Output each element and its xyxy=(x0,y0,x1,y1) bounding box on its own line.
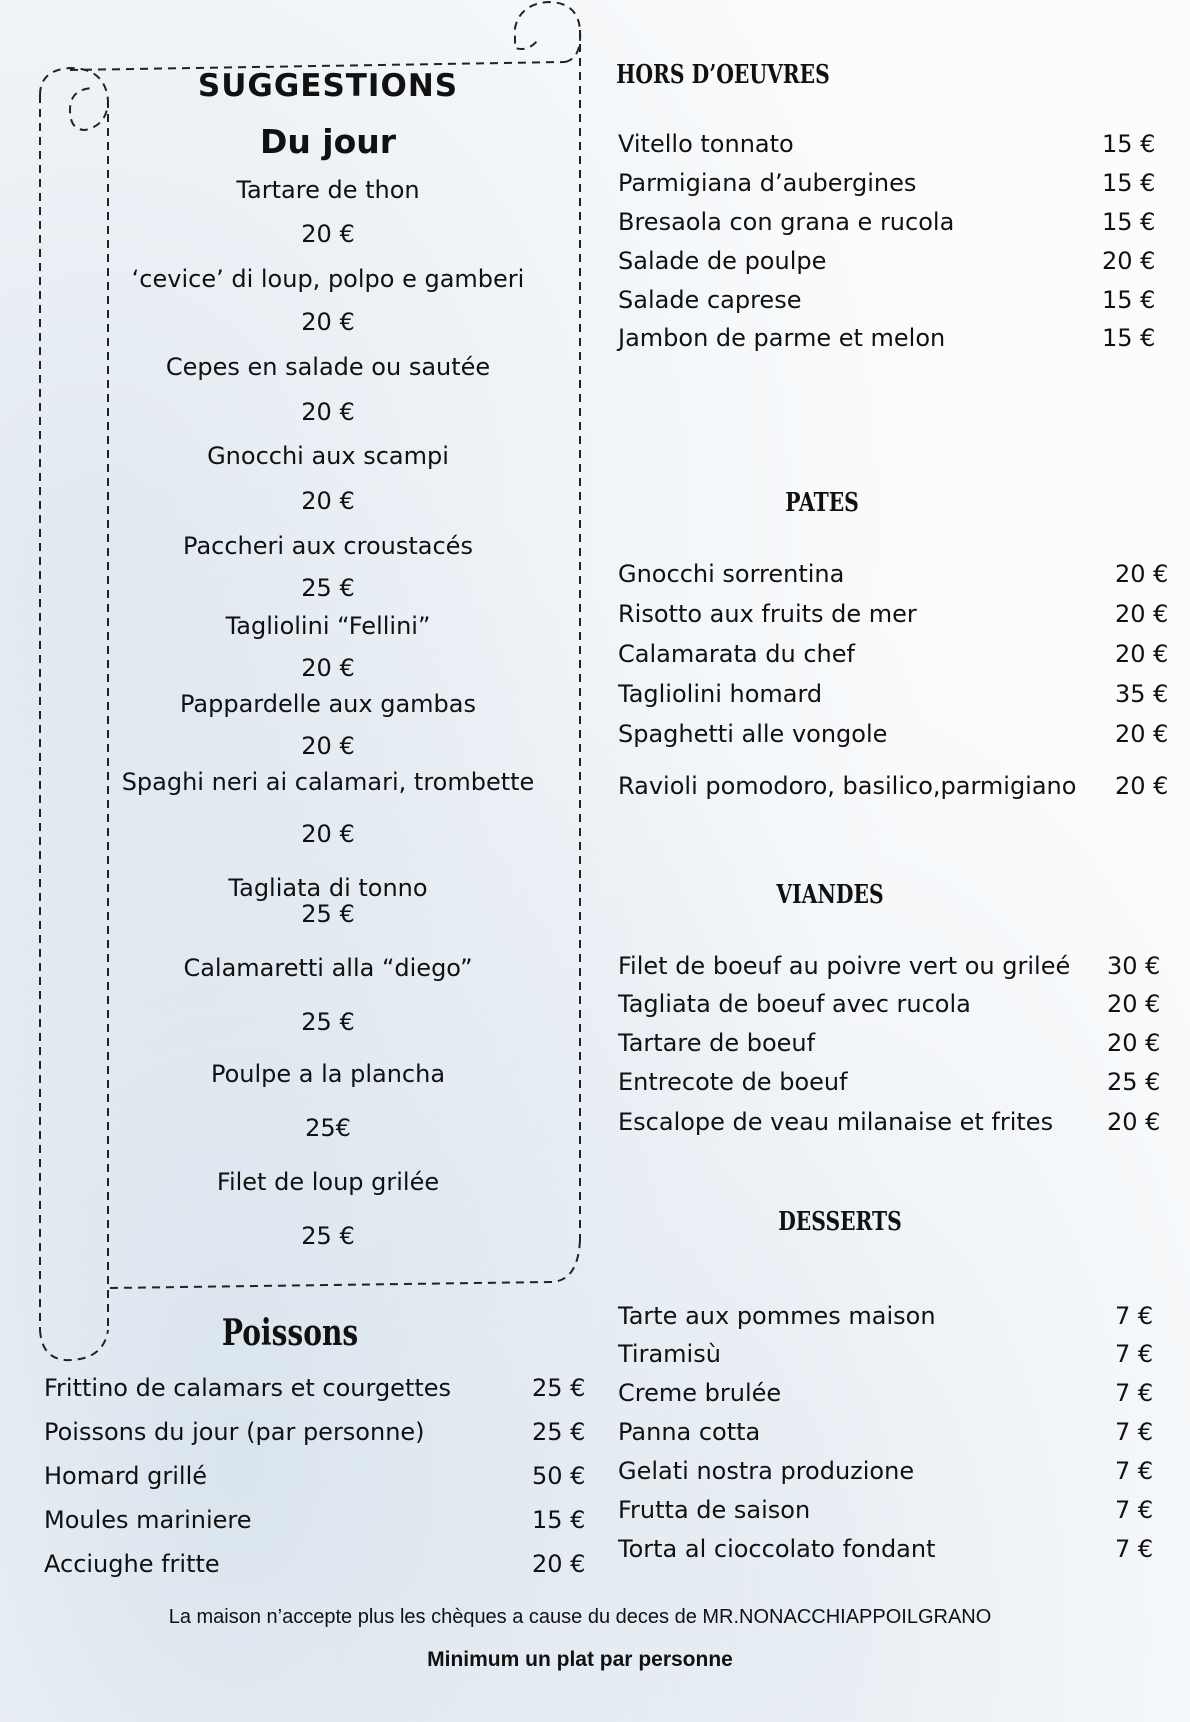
menu-item-name: Poissons du jour (par personne) xyxy=(44,1418,425,1446)
menu-item-price: 35 € xyxy=(1115,680,1169,708)
suggestion-item-name: Paccheri aux croustacés xyxy=(183,532,473,560)
menu-item-price: 15 € xyxy=(532,1506,586,1534)
menu-item-price: 20 € xyxy=(1115,640,1169,668)
menu-item-name: Tartare de boeuf xyxy=(618,1029,816,1057)
suggestions-title: SUGGESTIONS xyxy=(197,68,459,104)
menu-item-price: 25 € xyxy=(532,1418,586,1446)
menu-item-price: 20 € xyxy=(1102,247,1156,275)
suggestion-item-price: 25 € xyxy=(301,574,355,602)
menu-item-price: 20 € xyxy=(1115,560,1169,588)
menu-item-price: 25 € xyxy=(532,1374,586,1402)
suggestion-item-name: Tartare de thon xyxy=(236,176,420,204)
menu-item-name: Torta al cioccolato fondant xyxy=(618,1535,936,1563)
menu-item-price: 20 € xyxy=(1115,720,1169,748)
menu-item-name: Tagliolini homard xyxy=(618,680,823,708)
menu-item-price: 15 € xyxy=(1102,286,1156,314)
menu-item-price: 7 € xyxy=(1115,1535,1154,1563)
menu-item-name: Vitello tonnato xyxy=(618,130,794,158)
suggestion-item-name: Spaghi neri ai calamari, trombette xyxy=(121,768,535,796)
pates-title: PATES xyxy=(785,488,859,518)
menu-item-name: Homard grillé xyxy=(44,1462,207,1490)
suggestion-item-price: 20 € xyxy=(301,308,355,336)
menu-item-price: 7 € xyxy=(1115,1457,1154,1485)
suggestion-item-name: Poulpe a la plancha xyxy=(210,1060,446,1088)
suggestions-subtitle: Du jour xyxy=(259,122,397,161)
menu-item-price: 20 € xyxy=(1107,1029,1161,1057)
menu-item-name: Jambon de parme et melon xyxy=(618,324,946,352)
menu-item-price: 15 € xyxy=(1102,169,1156,197)
suggestion-item-price: 20 € xyxy=(301,732,355,760)
suggestion-item-price: 20 € xyxy=(301,220,355,248)
menu-item-name: Ravioli pomodoro, basilico,parmigiano xyxy=(618,772,1077,800)
suggestion-item-price: 25 € xyxy=(301,1008,355,1036)
menu-item-price: 20 € xyxy=(1107,990,1161,1018)
menu-item-name: Risotto aux fruits de mer xyxy=(618,600,917,628)
suggestion-item-price: 25€ xyxy=(305,1114,351,1142)
suggestion-item-name: Calamaretti alla “diego” xyxy=(183,954,473,982)
hors-doeuvres-title: HORS D’OEUVRES xyxy=(616,60,830,90)
suggestion-item-name: Cepes en salade ou sautée xyxy=(165,353,491,381)
menu-item-name: Gelati nostra produzione xyxy=(618,1457,915,1485)
menu-item-price: 15 € xyxy=(1102,130,1156,158)
menu-item-name: Tagliata de boeuf avec rucola xyxy=(618,990,971,1018)
menu-item-price: 20 € xyxy=(1115,600,1169,628)
poissons-title: Poissons xyxy=(221,1312,359,1354)
menu-item-name: Tarte aux pommes maison xyxy=(618,1302,936,1330)
menu-item-price: 50 € xyxy=(532,1462,586,1490)
menu-item-name: Entrecote de boeuf xyxy=(618,1068,848,1096)
menu-item-name: Frittino de calamars et courgettes xyxy=(44,1374,452,1402)
menu-item-price: 25 € xyxy=(1107,1068,1161,1096)
menu-item-price: 7 € xyxy=(1115,1496,1154,1524)
suggestion-item-name: Tagliata di tonno xyxy=(228,874,428,902)
menu-item-price: 20 € xyxy=(1107,1108,1161,1136)
menu-item-price: 15 € xyxy=(1102,208,1156,236)
menu-item-price: 30 € xyxy=(1107,952,1161,980)
viandes-title: VIANDES xyxy=(776,880,884,910)
suggestion-item-name: Filet de loup grilée xyxy=(216,1168,440,1196)
menu-item-name: Parmigiana d’aubergines xyxy=(618,169,917,197)
menu-item-name: Salade caprese xyxy=(618,286,802,314)
menu-item-price: 7 € xyxy=(1115,1379,1154,1407)
menu-item-name: Spaghetti alle vongole xyxy=(618,720,888,748)
minimum-notice: Minimum un plat par personne xyxy=(427,1648,733,1671)
menu-item-name: Salade de poulpe xyxy=(618,247,827,275)
menu-item-price: 7 € xyxy=(1115,1340,1154,1368)
suggestion-item-price: 20 € xyxy=(301,820,355,848)
suggestion-item-name: Tagliolini “Fellini” xyxy=(225,612,431,640)
menu-item-price: 15 € xyxy=(1102,324,1156,352)
menu-item-name: Filet de boeuf au poivre vert ou grileé xyxy=(618,952,1071,980)
suggestion-item-price: 20 € xyxy=(301,398,355,426)
menu-item-name: Panna cotta xyxy=(618,1418,761,1446)
suggestion-item-name: ‘cevice’ di loup, polpo e gamberi xyxy=(131,265,525,293)
menu-item-name: Frutta de saison xyxy=(618,1496,811,1524)
suggestion-item-name: Pappardelle aux gambas xyxy=(180,690,476,718)
menu-item-name: Moules mariniere xyxy=(44,1506,252,1534)
menu-item-price: 7 € xyxy=(1115,1418,1154,1446)
menu-item-price: 7 € xyxy=(1115,1302,1154,1330)
desserts-title: DESSERTS xyxy=(778,1207,902,1237)
menu-item-price: 20 € xyxy=(1115,772,1169,800)
suggestion-item-price: 25 € xyxy=(301,1222,355,1250)
suggestion-item-price: 20 € xyxy=(301,487,355,515)
menu-item-name: Bresaola con grana e rucola xyxy=(618,208,955,236)
menu-item-name: Creme brulée xyxy=(618,1379,782,1407)
menu-item-name: Acciughe fritte xyxy=(44,1550,220,1578)
menu-item-name: Calamarata du chef xyxy=(618,640,855,668)
cheque-notice: La maison n’accepte plus les chèques a cause du deces de MR.NONACCHIAPPOILGRANO xyxy=(168,1606,992,1628)
menu-item-name: Escalope de veau milanaise et frites xyxy=(618,1108,1054,1136)
menu-item-price: 20 € xyxy=(532,1550,586,1578)
suggestion-item-name: Gnocchi aux scampi xyxy=(207,442,449,470)
suggestion-item-price: 25 € xyxy=(301,900,355,928)
menu-item-name: Tiramisù xyxy=(618,1340,721,1368)
menu-item-name: Gnocchi sorrentina xyxy=(618,560,845,588)
suggestion-item-price: 20 € xyxy=(301,654,355,682)
